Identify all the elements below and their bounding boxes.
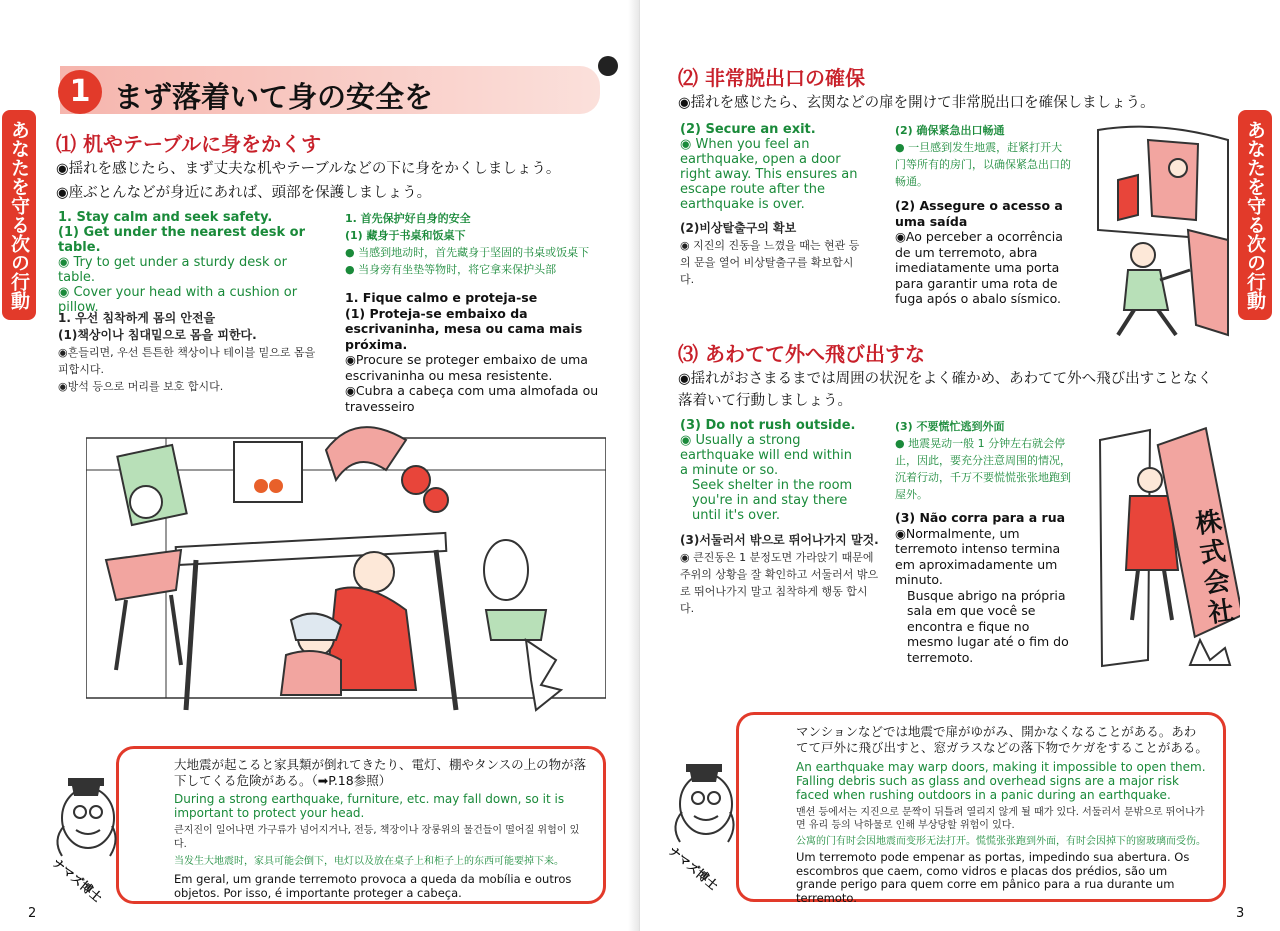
cn-bullet: ● 当身旁有坐垫等物时，将它拿来保护头部 [345, 263, 557, 276]
en-heading: 1. Stay calm and seek safety. [58, 210, 273, 225]
cn-bullet: ● 地震晃动一般 1 分钟左右就会停止，因此，要充分注意周围的情况，沉着行动，千万不要慌慌张张地跑到屋外。 [895, 437, 1071, 501]
mascot-label: ナマズ博士 [49, 855, 105, 905]
ja-bullet-sub2: ◉揺れを感じたら、玄関などの扉を開けて非常脱出口を確保しましょう。 [678, 95, 1155, 111]
ko-heading: (2)비상탈출구의 확보 [680, 221, 797, 235]
ko-bullet: ◉ 지진의 진동을 느꼈을 때는 현관 등의 문을 열어 비상탈출구를 확보합시다. [680, 239, 860, 286]
cn-subheading: (1) 藏身于书桌和饭桌下 [345, 229, 466, 242]
pt-bullet: ◉Procure se proteger embaixo de uma escrivaninha ou mesa resistente. [345, 352, 588, 383]
illustration-hiding-under-table [86, 410, 606, 730]
note-text-left [174, 757, 588, 900]
right-page [640, 0, 1280, 931]
korean-block-3 [680, 532, 880, 617]
section-title: まず落着いて身の安全を [114, 80, 434, 114]
side-tab-left: あなたを守る次の行動 [2, 110, 36, 320]
note-text-right [796, 724, 1208, 905]
bullet-icon: ● [895, 141, 909, 154]
en-bullet: ◉ Cover your head with a cushion or pillow. [58, 285, 298, 315]
bullet-icon: ◉ [345, 383, 356, 398]
bullet-icon: ◉ [58, 346, 68, 359]
cn-heading: 1. 首先保护好自身的安全 [345, 212, 471, 225]
bullet-icon: ◉ [56, 161, 69, 177]
bullet-icon: ◉ [895, 525, 906, 541]
ko-bullet: ◉흔들리면, 우선 튼튼한 책상이나 테이블 밑으로 몸을 피합시다. [58, 346, 316, 376]
illustration-opening-door [1088, 120, 1238, 340]
bullet-icon: ◉ [680, 239, 694, 252]
side-tab-right: あなたを守る次の行動 [1238, 110, 1272, 320]
bullet-icon: ◉ [678, 95, 691, 111]
note-cn: 公寓的门有时会因地震而变形无法打开。慌慌张张跑到外面，有时会因掉下的窗玻璃而受伤。 [796, 836, 1206, 847]
portuguese-block-2 [895, 198, 1077, 307]
en-bullet-continued: Seek shelter in the room you're in and stay there until it's over. [692, 478, 853, 523]
pt-bullet: ◉Normalmente, um terremoto intenso termina em aproximadamente um minuto. [895, 525, 1061, 587]
bullet-icon: ◉ [895, 229, 906, 244]
bullet-icon: ◉ [58, 380, 68, 393]
english-block-2 [680, 122, 858, 212]
bullet-icon: ◉ [678, 371, 691, 387]
bullet-icon: ◉ [680, 433, 696, 448]
binder-hole-left [598, 56, 618, 76]
note-cn: 当发生大地震时，家具可能会倒下，电灯以及放在桌子上和柜子上的东西可能要掉下来。 [174, 856, 564, 867]
portuguese-block-3 [895, 510, 1073, 665]
subsection-3-title: ⑶ あわてて外へ飛び出すな [678, 342, 925, 366]
chinese-block-2 [895, 122, 1073, 190]
bullet-icon: ◉ [58, 285, 74, 300]
pt-heading: (2) Assegure o acesso a uma saída [895, 198, 1063, 229]
bullet-icon: ◉ [345, 352, 356, 367]
en-heading: (2) Secure an exit. [680, 122, 816, 137]
falling-sign-text: 株式会社 [1193, 506, 1237, 630]
note-ja: 大地震が起こると家具類が倒れてきたり、電灯、棚やタンスの上の物が落下してくる危険がある。（➡P.18参照） [174, 757, 587, 788]
note-en: During a strong earthquake, furniture, etc. may fall down, so it is important to protect your head. [174, 792, 565, 820]
note-en: An earthquake may warp doors, making it impossible to open them. Falling debris such as glass and overhead signs are a major risk faced when rushing outdoors in a panic during an earthquake. [796, 760, 1206, 802]
mascot-catfish-doctor [668, 746, 738, 856]
en-bullet: ◉ Try to get under a sturdy desk or table. [58, 255, 287, 285]
bullet-icon: ◉ [680, 137, 696, 152]
cn-bullet: ● 当感到地动时，首先藏身于坚固的书桌或饭桌下 [345, 246, 590, 259]
chinese-block-3 [895, 418, 1075, 503]
ko-bullet: ◉ 큰진동은 1 분정도면 가라앉기 때문에 주위의 상황을 잘 확인하고 서둘러서 밖으로 뛰어나가지 말고 침착하게 행동 합시다. [680, 551, 879, 615]
pt-bullet-continued: Busque abrigo na própria sala em que você se encontra e fique no mesmo lugar até o fim do terremoto. [907, 587, 1069, 665]
chinese-block-1 [345, 210, 605, 278]
en-subheading: (1) Get under the nearest desk or table. [58, 225, 305, 255]
korean-block-2 [680, 220, 860, 288]
pt-subheading: (1) Proteja-se embaixo da escrivaninha, mesa ou cama mais próxima. [345, 305, 583, 352]
en-heading: (3) Do not rush outside. [680, 418, 856, 433]
section-number-badge: 1 [58, 70, 102, 114]
ja-bullet-sub3: ◉揺れがおさまるまでは周囲の状況をよく確かめ、あわてて外へ飛び出すことなく落着いて行動しましょう。 [678, 371, 1213, 409]
bullet-icon: ◉ [58, 255, 74, 270]
english-block-3 [680, 418, 858, 523]
subsection-1-title: ⑴ 机やテーブルに身をかくす [56, 132, 322, 156]
bullet-icon: ● [895, 437, 909, 450]
mascot-label: ナマズ博士 [665, 843, 721, 893]
pt-heading: (3) Não corra para a rua [895, 510, 1066, 525]
en-bullet: ◉ Usually a strong earthquake will end within a minute or so. [680, 433, 852, 478]
cn-bullet: ● 一旦感到发生地震，赶紧打开大门等所有的房门，以确保紧急出口的畅通。 [895, 141, 1071, 188]
ko-heading: 1. 우선 침착하게 몸의 안전을 [58, 311, 216, 325]
pt-bullet: ◉Cubra a cabeça com uma almofada ou travesseiro [345, 383, 599, 414]
ko-heading: (3)서둘러서 밖으로 뛰어나가지 말것. [680, 533, 879, 547]
bullet-icon: ● [345, 246, 359, 259]
english-block-1 [58, 210, 318, 315]
note-pt: Em geral, um grande terremoto provoca a queda da mobília e outros objetos. Por isso, é importante proteger a cabeça. [174, 872, 572, 900]
ko-subheading: (1)책상이나 침대밑으로 몸을 피한다. [58, 328, 257, 342]
portuguese-block-1 [345, 290, 607, 414]
page-number-right: 3 [1236, 906, 1245, 921]
subsection-2-title: ⑵ 非常脱出口の確保 [678, 66, 865, 90]
bullet-icon: ◉ [680, 551, 694, 564]
note-ko: 큰지진이 일어나면 가구류가 넘어지거나, 전등, 책장이나 장롱위의 물건들이 떨어질 위험이 있다. [174, 825, 580, 850]
note-ja: マンションなどでは地震で扉がゆがみ、開かなくなることがある。あわてて戸外に飛び出すと、窓ガラスなどの落下物でケガをすることがある。 [796, 724, 1208, 755]
cn-heading: (2) 确保紧急出口畅通 [895, 124, 1005, 137]
en-bullet: ◉ When you feel an earthquake, open a door right away. This ensures an escape route after the earthquake is over. [680, 137, 858, 212]
ko-bullet: ◉방석 등으로 머리를 보호 합시다. [58, 380, 224, 393]
korean-block-1 [58, 310, 318, 395]
cn-heading: (3) 不要慌忙逃到外面 [895, 420, 1005, 433]
pt-bullet: ◉Ao perceber a ocorrência de um terremoto, abra imediatamente uma porta para garantir uma rota de fuga após o abalo sísmico. [895, 229, 1063, 306]
note-pt: Um terremoto pode empenar as portas, impedindo sua abertura. Os escombros que caem, como vidros e placas dos prédios, são um grande perigo para quem corre em pânico para a rua durante um terremoto. [796, 850, 1190, 905]
bullet-icon: ◉ [56, 185, 69, 201]
note-ko: 맨션 등에서는 지진으로 문짝이 뒤틀려 열리지 않게 될 때가 있다. 서둘러서 문밖으로 뛰어나가면 유리 등의 낙하물로 인해 부상당할 위험이 있다. [796, 807, 1205, 831]
ja-bullet-2: ◉座ぶとんなどが身近にあれば、頭部を保護しましょう。 [56, 185, 432, 201]
pt-heading: 1. Fique calmo e proteja-se [345, 290, 538, 305]
bullet-icon: ● [345, 263, 359, 276]
page-number-left: 2 [28, 906, 37, 921]
ja-bullet-1: ◉揺れを感じたら、まず丈夫な机やテーブルなどの下に身をかくしましょう。 [56, 161, 561, 177]
